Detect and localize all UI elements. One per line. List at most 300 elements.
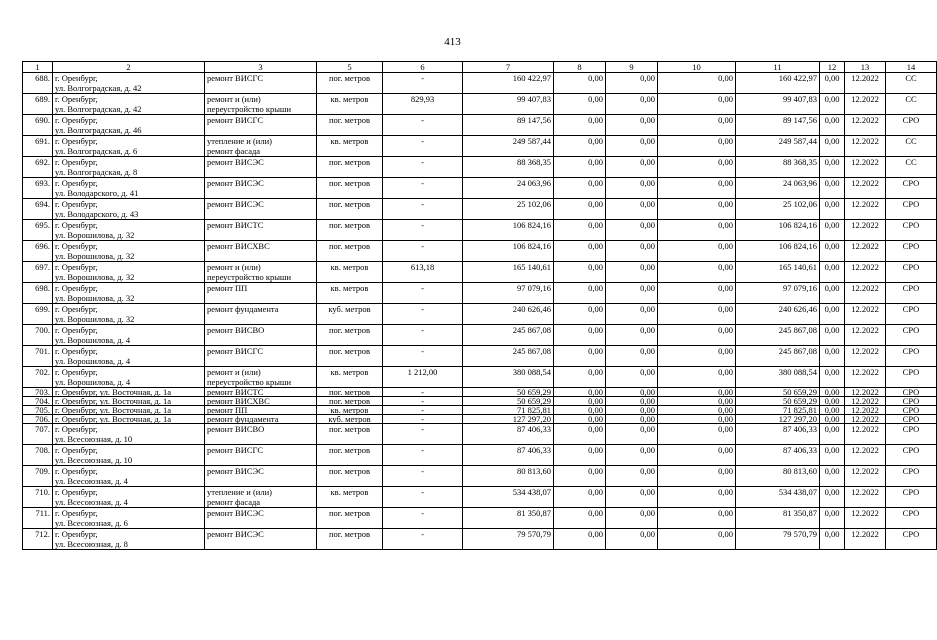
work-type-line: ремонт ВИСГС [207, 115, 263, 125]
method-cell: СС [886, 73, 937, 94]
work-type-cell [205, 529, 317, 550]
work-type-cell [205, 487, 317, 508]
header-cell: 10 [658, 62, 736, 73]
header-cell: 1 [23, 62, 53, 73]
fund-cell: 0,00 [606, 283, 658, 304]
unit-cell: кв. метров [317, 136, 383, 157]
completion-date-cell: 12.2022 [845, 73, 886, 94]
area-cell: - [383, 529, 463, 550]
work-type-line: ремонт ВИСГС [207, 73, 263, 83]
work-type-cell [205, 220, 317, 241]
row-number-cell: 690. [23, 115, 53, 136]
cost-cell: 24 063,96 [463, 178, 554, 199]
work-type-line: ремонт ВИСЭС [207, 466, 264, 476]
fund-cell: 0,00 [606, 424, 658, 445]
fund-cell: 0,00 [658, 283, 736, 304]
row-number-cell: 694. [23, 199, 53, 220]
method-cell: СРО [886, 199, 937, 220]
unit-cell: пог. метров [317, 325, 383, 346]
address-line: г. Оренбург, [55, 487, 98, 497]
fund-cell: 0,00 [606, 73, 658, 94]
fund-cell: 0,00 [554, 487, 606, 508]
fund-cell: 0,00 [820, 388, 845, 397]
address-line: ул. Всесоюзная, д. 8 [55, 539, 128, 549]
work-type-line: ремонт ПП [207, 283, 248, 293]
fund-cell: 0,00 [606, 304, 658, 325]
completion-date-cell: 12.2022 [845, 241, 886, 262]
work-type-cell [205, 445, 317, 466]
completion-date-cell: 12.2022 [845, 415, 886, 424]
total-cell: 79 570,79 [736, 529, 820, 550]
work-type-line: ремонт ВИСЭС [207, 199, 264, 209]
header-cell: 13 [845, 62, 886, 73]
row-number-cell: 702. [23, 367, 53, 388]
address-line: г. Оренбург, [55, 178, 98, 188]
cost-cell: 106 824,16 [463, 241, 554, 262]
table-row [23, 304, 937, 325]
completion-date-cell: 12.2022 [845, 445, 886, 466]
address-line: г. Оренбург, [55, 508, 98, 518]
fund-cell: 0,00 [820, 508, 845, 529]
work-type-line: ремонт фундамента [207, 304, 279, 314]
row-number-cell: 712. [23, 529, 53, 550]
address-line: г. Оренбург, [55, 346, 98, 356]
method-cell: СРО [886, 367, 937, 388]
address-cell [53, 220, 205, 241]
total-cell: 249 587,44 [736, 136, 820, 157]
address-line: ул. Ворошилова, д. 32 [55, 314, 135, 324]
fund-cell: 0,00 [658, 466, 736, 487]
total-cell: 88 368,35 [736, 157, 820, 178]
row-number-cell: 696. [23, 241, 53, 262]
fund-cell: 0,00 [658, 508, 736, 529]
fund-cell: 0,00 [658, 136, 736, 157]
unit-cell: кв. метров [317, 283, 383, 304]
address-line: г. Оренбург, [55, 325, 98, 335]
fund-cell: 0,00 [606, 529, 658, 550]
address-cell [53, 445, 205, 466]
fund-cell: 0,00 [554, 397, 606, 406]
address-line: г. Оренбург, [55, 94, 98, 104]
row-number-cell: 705. [23, 406, 53, 415]
table-row [23, 424, 937, 445]
completion-date-cell: 12.2022 [845, 178, 886, 199]
address-cell [53, 466, 205, 487]
unit-cell: кв. метров [317, 94, 383, 115]
address-cell [53, 508, 205, 529]
fund-cell: 0,00 [658, 115, 736, 136]
work-type-line: ремонт ВИСХВС [207, 396, 270, 406]
fund-cell: 0,00 [606, 346, 658, 367]
table-row [23, 241, 937, 262]
fund-cell: 0,00 [554, 445, 606, 466]
fund-cell: 0,00 [820, 241, 845, 262]
header-cell: 14 [886, 62, 937, 73]
unit-cell: пог. метров [317, 424, 383, 445]
row-number-cell: 691. [23, 136, 53, 157]
fund-cell: 0,00 [606, 136, 658, 157]
cost-cell: 25 102,06 [463, 199, 554, 220]
work-type-line: утепление и (или) [207, 487, 272, 497]
table-row [23, 262, 937, 283]
fund-cell: 0,00 [554, 241, 606, 262]
total-cell: 89 147,56 [736, 115, 820, 136]
table-row [23, 73, 937, 94]
header-cell: 6 [383, 62, 463, 73]
row-number-cell: 704. [23, 397, 53, 406]
fund-cell: 0,00 [554, 367, 606, 388]
address-line: г. Оренбург, [55, 367, 98, 377]
fund-cell: 0,00 [820, 397, 845, 406]
address-line: ул. Волгоградская, д. 42 [55, 104, 142, 114]
fund-cell: 0,00 [554, 415, 606, 424]
fund-cell: 0,00 [554, 262, 606, 283]
address-cell [53, 346, 205, 367]
address-line: г. Оренбург, [55, 466, 98, 476]
method-cell: СРО [886, 262, 937, 283]
area-cell: - [383, 157, 463, 178]
address-line: г. Оренбург, [55, 424, 98, 434]
fund-cell: 0,00 [606, 220, 658, 241]
cost-cell: 81 350,87 [463, 508, 554, 529]
unit-cell: пог. метров [317, 199, 383, 220]
fund-cell: 0,00 [606, 415, 658, 424]
address-cell [53, 241, 205, 262]
address-cell [53, 325, 205, 346]
work-type-line: ремонт и (или) [207, 262, 261, 272]
unit-cell: кв. метров [317, 262, 383, 283]
total-cell: 87 406,33 [736, 445, 820, 466]
table-row [23, 487, 937, 508]
fund-cell: 0,00 [820, 178, 845, 199]
area-cell: - [383, 487, 463, 508]
area-cell: - [383, 304, 463, 325]
completion-date-cell: 12.2022 [845, 466, 886, 487]
fund-cell: 0,00 [606, 94, 658, 115]
area-cell: - [383, 115, 463, 136]
fund-cell: 0,00 [606, 466, 658, 487]
completion-date-cell: 12.2022 [845, 388, 886, 397]
fund-cell: 0,00 [606, 367, 658, 388]
fund-cell: 0,00 [606, 487, 658, 508]
work-type-line: ремонт фундамента [207, 414, 279, 424]
work-type-line: ремонт ВИСВО [207, 424, 265, 434]
page-number: 413 [444, 36, 461, 48]
method-cell: СРО [886, 406, 937, 415]
row-number-cell: 703. [23, 388, 53, 397]
address-line: г. Оренбург, [55, 157, 98, 167]
header-cell: 7 [463, 62, 554, 73]
header-cell: 12 [820, 62, 845, 73]
completion-date-cell: 12.2022 [845, 529, 886, 550]
method-cell: СРО [886, 529, 937, 550]
row-number-cell: 708. [23, 445, 53, 466]
method-cell: СРО [886, 397, 937, 406]
method-cell: СРО [886, 487, 937, 508]
total-cell: 25 102,06 [736, 199, 820, 220]
address-line: ул. Володарского, д. 41 [55, 188, 139, 198]
area-cell: - [383, 406, 463, 415]
work-type-line: ремонт ВИСЭС [207, 157, 264, 167]
total-cell: 165 140,61 [736, 262, 820, 283]
unit-cell: пог. метров [317, 529, 383, 550]
work-type-line: ремонт ВИСХВС [207, 241, 270, 251]
work-type-line: переустройство крыши [207, 104, 292, 114]
unit-cell: кв. метров [317, 406, 383, 415]
address-line: ул. Ворошилова, д. 32 [55, 272, 135, 282]
address-line: г. Оренбург, [55, 445, 98, 455]
work-type-cell [205, 304, 317, 325]
fund-cell: 0,00 [554, 199, 606, 220]
row-number-cell: 701. [23, 346, 53, 367]
fund-cell: 0,00 [820, 157, 845, 178]
work-type-line: переустройство крыши [207, 272, 292, 282]
unit-cell: пог. метров [317, 220, 383, 241]
unit-cell: кв. метров [317, 367, 383, 388]
fund-cell: 0,00 [658, 325, 736, 346]
address-line: ул. Ворошилова, д. 32 [55, 293, 135, 303]
work-type-cell [205, 508, 317, 529]
completion-date-cell: 12.2022 [845, 220, 886, 241]
total-cell: 50 659,29 [736, 388, 820, 397]
method-cell: СРО [886, 283, 937, 304]
fund-cell: 0,00 [820, 94, 845, 115]
fund-cell: 0,00 [658, 304, 736, 325]
row-number-cell: 692. [23, 157, 53, 178]
fund-cell: 0,00 [658, 406, 736, 415]
completion-date-cell: 12.2022 [845, 487, 886, 508]
unit-cell: пог. метров [317, 241, 383, 262]
method-cell: СРО [886, 346, 937, 367]
unit-cell: пог. метров [317, 115, 383, 136]
area-cell: - [383, 466, 463, 487]
table-row [23, 466, 937, 487]
table-row [23, 157, 937, 178]
method-cell: СС [886, 136, 937, 157]
address-line: г. Оренбург, [55, 304, 98, 314]
completion-date-cell: 12.2022 [845, 157, 886, 178]
fund-cell: 0,00 [820, 199, 845, 220]
fund-cell: 0,00 [658, 445, 736, 466]
row-number-cell: 709. [23, 466, 53, 487]
work-type-cell [205, 262, 317, 283]
area-cell: - [383, 397, 463, 406]
area-cell: - [383, 73, 463, 94]
cost-cell: 160 422,97 [463, 73, 554, 94]
area-cell: - [383, 325, 463, 346]
cost-cell: 89 147,56 [463, 115, 554, 136]
work-type-cell [205, 415, 317, 424]
unit-cell: пог. метров [317, 346, 383, 367]
work-type-line: ремонт ВИСЭС [207, 178, 264, 188]
completion-date-cell: 12.2022 [845, 325, 886, 346]
address-cell [53, 304, 205, 325]
fund-cell: 0,00 [820, 367, 845, 388]
work-type-line: ремонт и (или) [207, 94, 261, 104]
table-row [23, 178, 937, 199]
work-type-cell [205, 283, 317, 304]
row-number-cell: 699. [23, 304, 53, 325]
fund-cell: 0,00 [658, 529, 736, 550]
address-cell [53, 178, 205, 199]
completion-date-cell: 12.2022 [845, 346, 886, 367]
fund-cell: 0,00 [554, 220, 606, 241]
fund-cell: 0,00 [554, 178, 606, 199]
total-cell: 240 626,46 [736, 304, 820, 325]
address-line: ул. Волгоградская, д. 8 [55, 167, 138, 177]
cost-cell: 127 297,20 [463, 415, 554, 424]
work-type-line: ремонт ПП [207, 405, 248, 415]
fund-cell: 0,00 [554, 508, 606, 529]
completion-date-cell: 12.2022 [845, 508, 886, 529]
fund-cell: 0,00 [606, 199, 658, 220]
total-cell: 24 063,96 [736, 178, 820, 199]
area-cell: - [383, 178, 463, 199]
work-type-cell [205, 466, 317, 487]
work-type-line: ремонт ВИСГС [207, 346, 263, 356]
address-cell [53, 115, 205, 136]
work-type-line: ремонт ВИСЭС [207, 508, 264, 518]
fund-cell: 0,00 [554, 136, 606, 157]
fund-cell: 0,00 [658, 424, 736, 445]
fund-cell: 0,00 [606, 178, 658, 199]
method-cell: СРО [886, 445, 937, 466]
total-cell: 80 813,60 [736, 466, 820, 487]
table-row [23, 325, 937, 346]
address-line: ул. Всесоюзная, д. 10 [55, 455, 133, 465]
total-cell: 534 438,07 [736, 487, 820, 508]
completion-date-cell: 12.2022 [845, 283, 886, 304]
work-type-cell [205, 325, 317, 346]
fund-cell: 0,00 [606, 445, 658, 466]
work-type-cell [205, 346, 317, 367]
row-number-cell: 688. [23, 73, 53, 94]
fund-cell: 0,00 [658, 241, 736, 262]
address-cell [53, 487, 205, 508]
total-cell: 245 867,08 [736, 346, 820, 367]
row-number-cell: 698. [23, 283, 53, 304]
fund-cell: 0,00 [554, 283, 606, 304]
address-cell [53, 262, 205, 283]
area-cell: - [383, 424, 463, 445]
total-cell: 99 407,83 [736, 94, 820, 115]
fund-cell: 0,00 [820, 136, 845, 157]
fund-cell: 0,00 [658, 487, 736, 508]
fund-cell: 0,00 [606, 325, 658, 346]
table-row [23, 115, 937, 136]
work-type-line: ремонт и (или) [207, 367, 261, 377]
area-cell: - [383, 445, 463, 466]
fund-cell: 0,00 [606, 157, 658, 178]
table-row [23, 415, 937, 424]
method-cell: СРО [886, 424, 937, 445]
address-cell [53, 73, 205, 94]
address-cell [53, 283, 205, 304]
total-cell: 160 422,97 [736, 73, 820, 94]
fund-cell: 0,00 [606, 397, 658, 406]
fund-cell: 0,00 [820, 283, 845, 304]
address-line: ул. Всесоюзная, д. 4 [55, 476, 128, 486]
total-cell: 71 825,81 [736, 406, 820, 415]
fund-cell: 0,00 [606, 508, 658, 529]
unit-cell: кв. метров [317, 487, 383, 508]
method-cell: СРО [886, 241, 937, 262]
fund-cell: 0,00 [554, 157, 606, 178]
completion-date-cell: 12.2022 [845, 406, 886, 415]
area-cell: - [383, 388, 463, 397]
unit-cell: пог. метров [317, 508, 383, 529]
address-line: ул. Всесоюзная, д. 4 [55, 497, 128, 507]
total-cell: 245 867,08 [736, 325, 820, 346]
work-type-cell [205, 199, 317, 220]
table-row [23, 220, 937, 241]
fund-cell: 0,00 [606, 262, 658, 283]
fund-cell: 0,00 [820, 529, 845, 550]
cost-cell: 240 626,46 [463, 304, 554, 325]
address-line: ул. Ворошилова, д. 4 [55, 377, 131, 387]
area-cell: 829,93 [383, 94, 463, 115]
total-cell: 106 824,16 [736, 241, 820, 262]
row-number-cell: 693. [23, 178, 53, 199]
address-cell [53, 199, 205, 220]
fund-cell: 0,00 [554, 424, 606, 445]
register-table [22, 61, 937, 550]
address-cell [53, 136, 205, 157]
fund-cell: 0,00 [820, 262, 845, 283]
cost-cell: 88 368,35 [463, 157, 554, 178]
method-cell: СРО [886, 220, 937, 241]
table-row [23, 346, 937, 367]
fund-cell: 0,00 [554, 466, 606, 487]
row-number-cell: 697. [23, 262, 53, 283]
fund-cell: 0,00 [820, 415, 845, 424]
fund-cell: 0,00 [554, 73, 606, 94]
area-cell: - [383, 199, 463, 220]
address-line: ул. Володарского, д. 43 [55, 209, 139, 219]
unit-cell: пог. метров [317, 466, 383, 487]
total-cell: 127 297,20 [736, 415, 820, 424]
cost-cell: 249 587,44 [463, 136, 554, 157]
method-cell: СС [886, 94, 937, 115]
address-line: ул. Волгоградская, д. 46 [55, 125, 142, 135]
unit-cell: пог. метров [317, 178, 383, 199]
area-cell: - [383, 508, 463, 529]
address-line: г. Оренбург, [55, 73, 98, 83]
address-cell [53, 94, 205, 115]
fund-cell: 0,00 [820, 487, 845, 508]
fund-cell: 0,00 [820, 445, 845, 466]
fund-cell: 0,00 [554, 115, 606, 136]
fund-cell: 0,00 [658, 397, 736, 406]
area-cell: - [383, 220, 463, 241]
area-cell: - [383, 346, 463, 367]
completion-date-cell: 12.2022 [845, 136, 886, 157]
fund-cell: 0,00 [554, 94, 606, 115]
address-line: г. Оренбург, ул. Восточная, д. 1а [55, 414, 172, 424]
cost-cell: 80 813,60 [463, 466, 554, 487]
fund-cell: 0,00 [606, 115, 658, 136]
unit-cell: пог. метров [317, 445, 383, 466]
unit-cell: пог. метров [317, 73, 383, 94]
address-line: г. Оренбург, [55, 115, 98, 125]
fund-cell: 0,00 [820, 406, 845, 415]
table-row [23, 136, 937, 157]
address-cell [53, 529, 205, 550]
area-cell: - [383, 241, 463, 262]
row-number-cell: 706. [23, 415, 53, 424]
cost-cell: 380 088,54 [463, 367, 554, 388]
fund-cell: 0,00 [820, 424, 845, 445]
